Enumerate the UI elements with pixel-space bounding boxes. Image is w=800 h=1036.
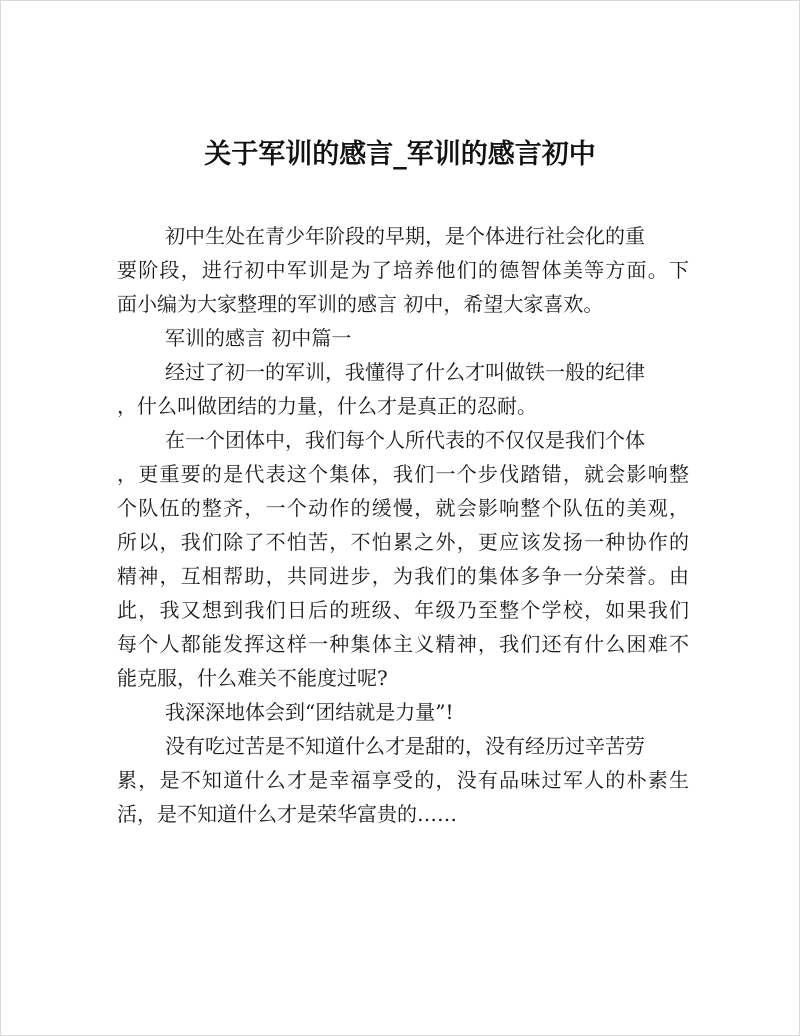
paragraph-line: 在一个团体中，我们每个人所代表的不仅仅是我们个体 xyxy=(165,428,645,452)
paragraph-line: 没有吃过苦是不知道什么才是甜的，没有经历过辛苦劳 xyxy=(165,734,645,758)
paragraph-line: 活，是不知道什么才是荣华富贵的…… xyxy=(117,802,457,826)
paragraph-line: 能克服，什么难关不能度过呢? xyxy=(117,666,388,690)
paragraph-line: 面小编为大家整理的军训的感言 初中，希望大家喜欢。 xyxy=(117,292,604,316)
paragraph-line: 累，是不知道什么才是幸福享受的，没有品味过军人的朴素生 xyxy=(117,768,689,792)
page-title: 关于军训的感言_军训的感言初中 xyxy=(204,139,596,170)
section-heading: 军训的感言 初中篇一 xyxy=(165,326,352,350)
paragraph-line: 每个人都能发挥这样一种集体主义精神，我们还有什么困难不 xyxy=(117,632,689,656)
paragraph-line: ，更重要的是代表这个集体，我们一个步伐踏错，就会影响整 xyxy=(117,462,689,486)
paragraph-line: 我深深地体会到“团结就是力量”! xyxy=(165,700,454,724)
paragraph-line: 此，我又想到我们日后的班级、年级乃至整个学校，如果我们 xyxy=(117,598,689,622)
document-body xyxy=(117,219,689,831)
paragraph-line: 精神，互相帮助，共同进步，为我们的集体多争一分荣誉。由 xyxy=(117,564,689,588)
paragraph-line: ，什么叫做团结的力量，什么才是真正的忍耐。 xyxy=(117,394,537,418)
paragraph-line: 个队伍的整齐，一个动作的缓慢，就会影响整个队伍的美观， xyxy=(117,496,689,520)
paragraph-line: 经过了初一的军训，我懂得了什么才叫做铁一般的纪律 xyxy=(165,360,645,384)
paragraph-line: 初中生处在青少年阶段的早期，是个体进行社会化的重 xyxy=(165,224,645,248)
paragraph-line: 要阶段，进行初中军训是为了培养他们的德智体美等方面。下 xyxy=(117,258,689,282)
paragraph-line: 所以，我们除了不怕苦，不怕累之外，更应该发扬一种协作的 xyxy=(117,530,689,554)
